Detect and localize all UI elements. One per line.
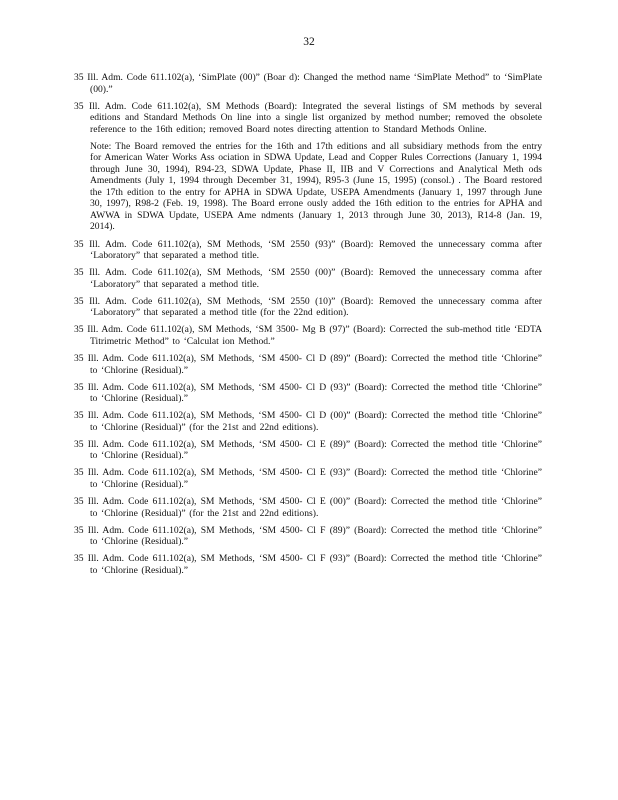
amendment-entry: 35 Ill. Adm. Code 611.102(a), SM Methods, ‘SM 2550 (00)” (Board): Removed the unnecessary comma after ‘Laboratory” that separated a method title. [74, 267, 542, 290]
amendment-entry: 35 Ill. Adm. Code 611.102(a), SM Methods, ‘SM 2550 (93)” (Board): Removed the unnecessary comma after ‘Laboratory” that separated a method title. [74, 238, 542, 262]
amendment-entry: 35 Ill. Adm. Code 611.102(a), SM Methods, ‘SM 4500- Cl F (93)” (Board): Corrected the method title ‘Chlorine” to ‘Chlorine (Residual).” [74, 553, 542, 576]
amendment-entry: 35 Ill. Adm. Code 611.102(a), ‘SimPlate (00)” (Boar d): Changed the method name ‘SimPlate Method” to ‘SimPlate (00).” [74, 72, 542, 95]
amendment-entry: 35 Ill. Adm. Code 611.102(a), SM Methods, ‘SM 4500- Cl D (93)” (Board): Corrected the method title ‘Chlorine” to ‘Chlorine (Residual).” [74, 381, 542, 405]
amendment-entry: 35 Ill. Adm. Code 611.102(a), SM Methods, ‘SM 4500- Cl E (89)” (Board): Corrected the method title ‘Chlorine” to ‘Chlorine (Residual).” [74, 438, 542, 462]
document-body [74, 72, 542, 582]
amendment-entry: 35 Ill. Adm. Code 611.102(a), SM Methods, ‘SM 4500- Cl D (00)” (Board): Corrected the method title ‘Chlorine” to ‘Chlorine (Residual)” (for the 21st and 22nd editions). [74, 410, 542, 433]
amendment-entry: 35 Ill. Adm. Code 611.102(a), SM Methods, ‘SM 4500- Cl D (89)” (Board): Corrected the method title ‘Chlorine” to ‘Chlorine (Residual).” [74, 353, 542, 376]
amendment-entry: 35 Ill. Adm. Code 611.102(a), SM Methods, ‘SM 4500- Cl E (93)” (Board): Corrected the method title ‘Chlorine” to ‘Chlorine (Residual).” [74, 467, 542, 490]
page-number: 32 [303, 36, 315, 48]
amendment-entry: 35 Ill. Adm. Code 611.102(a), SM Methods, ‘SM 3500- Mg B (97)” (Board): Corrected the sub-method title ‘EDTA Titrimetric Method” to ‘Calculat ion Method.” [74, 324, 542, 347]
amendment-entry: 35 Ill. Adm. Code 611.102(a), SM Methods, ‘SM 4500- Cl F (89)” (Board): Corrected the method title ‘Chlorine” to ‘Chlorine (Residual).” [74, 524, 542, 548]
amendment-entry: 35 Ill. Adm. Code 611.102(a), SM Methods (Board): Integrated the several listings of SM methods by several editions and Standard Methods On line into a single list organized by method number; removed the obsolete reference to the 16th edition; removed Board notes directing attention to Standard Methods Online. [74, 100, 542, 135]
amendment-entry: 35 Ill. Adm. Code 611.102(a), SM Methods, ‘SM 4500- Cl E (00)” (Board): Corrected the method title ‘Chlorine” to ‘Chlorine (Residual)” (for the 21st and 22nd editions). [74, 496, 542, 519]
board-note: Note: The Board removed the entries for the 16th and 17th editions and all subsidiary methods from the entry for American Water Works Ass ociation in SDWA Update, Lead and Copper Rules Corrections (January 1, 1994 through June 30, 1994), R94-23, SDWA Update, Phase II, IIB and V Corrections and Analytical Meth ods Amendments (July 1, 1994 through December 31, 1994), R95-3 (June 15, 1995) (consol.) . The Board restored the 17th edition to the entry for APHA in SDWA Update, USEPA Amendments (January 1, 1997 through June 30, 1997), R98-2 (Feb. 19, 1998). The Board errone ously added the 16th edition to the entries for APHA and AWWA in SDWA Update, USEPA Ame ndments (January 1, 2013 through June 30, 2013), R14-8 (Jan. 19, 2014). [90, 140, 542, 233]
amendment-entry: 35 Ill. Adm. Code 611.102(a), SM Methods, ‘SM 2550 (10)” (Board): Removed the unnecessary comma after ‘Laboratory” that separated a method title (for the 22nd edition). [74, 295, 542, 319]
